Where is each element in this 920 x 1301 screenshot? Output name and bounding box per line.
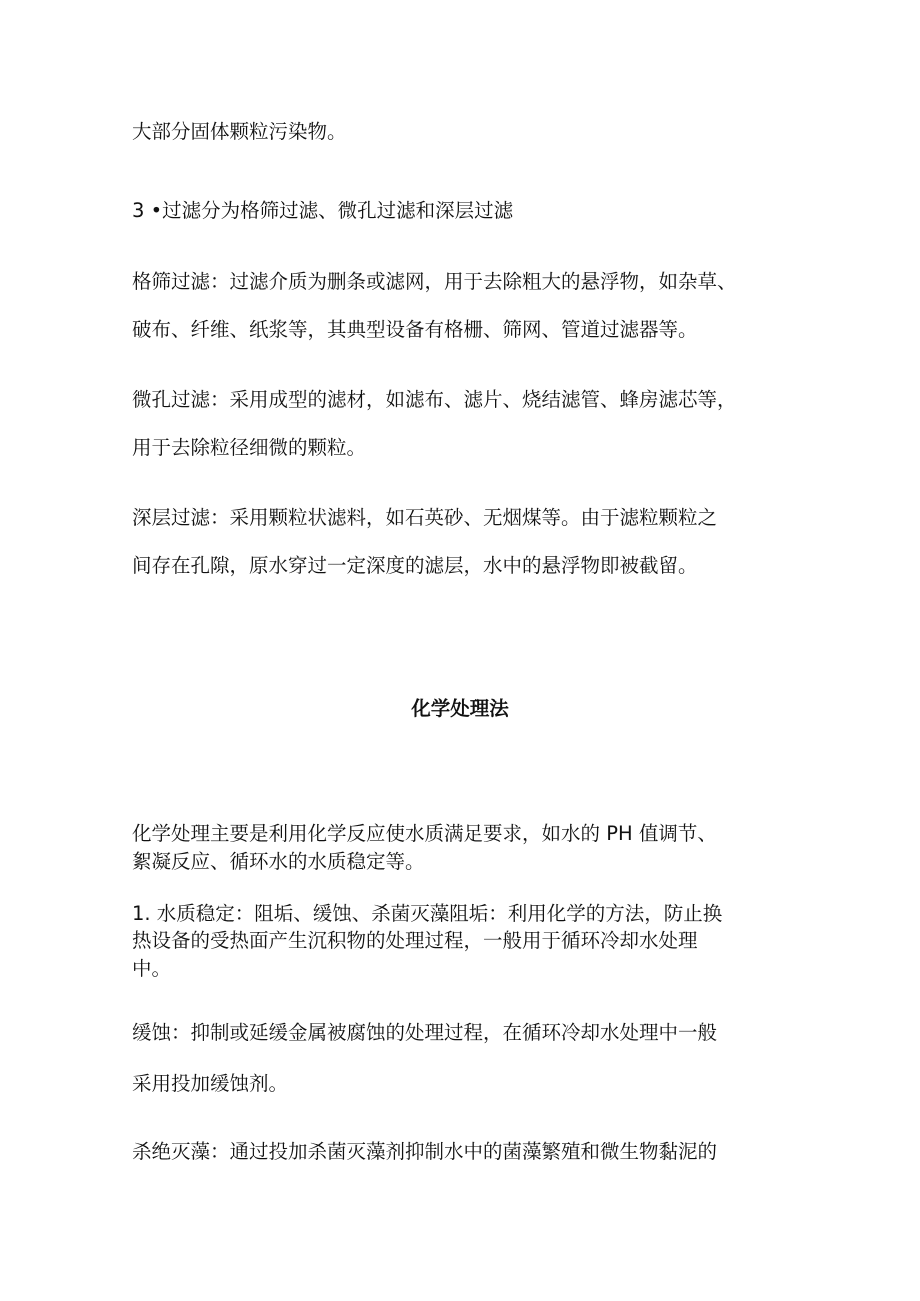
sterilization-line-1: 杀绝灭藻：通过投加杀菌灭藻剂抑制水中的菌藻繁殖和微生物黏泥的 <box>132 1140 718 1163</box>
water-stability-line-3: 中。 <box>132 957 172 980</box>
screen-filtration-line-2: 破布、纤维、纸浆等，其典型设备有格栅、筛网、管道过滤器等。 <box>132 318 698 341</box>
screen-filtration-line-1: 格筛过滤：过滤介质为删条或滤网，用于去除粗大的悬浮物，如杂草、 <box>132 270 737 293</box>
filtration-heading: 3 •过滤分为格筛过滤、微孔过滤和深层过滤 <box>132 199 514 222</box>
water-stability-line-1: 1. 水质稳定：阻垢、缓蚀、杀菌灭藻阻垢：利用化学的方法，防止换 <box>132 902 723 925</box>
deep-bed-filtration-line-2: 间存在孔隙，原水穿过一定深度的滤层，水中的悬浮物即被截留。 <box>132 554 698 577</box>
deep-bed-filtration-line-1: 深层过滤：采用颗粒状滤料，如石英砂、无烟煤等。由于滤粒颗粒之 <box>132 506 718 529</box>
corrosion-inhibition-line-1: 缓蚀：抑制或延缓金属被腐蚀的处理过程，在循环冷却水处理中一般 <box>132 1021 718 1044</box>
microporous-filtration-line-2: 用于去除粒径细微的颗粒。 <box>132 436 367 459</box>
microporous-filtration-line-1: 微孔过滤：采用成型的滤材，如滤布、滤片、烧结滤管、蜂房滤芯等， <box>132 388 737 411</box>
corrosion-inhibition-line-2: 采用投加缓蚀剂。 <box>132 1072 289 1095</box>
water-stability-line-2: 热设备的受热面产生沉积物的处理过程，一般用于循环冷却水处理 <box>132 929 698 952</box>
chemical-intro-line-2: 絮凝反应、循环水的水质稳定等。 <box>132 850 425 873</box>
chemical-intro-line-1: 化学处理主要是利用化学反应使水质满足要求，如水的 PH 值调节、 <box>132 822 717 845</box>
intro-tail-text: 大部分固体颗粒污染物。 <box>132 120 347 143</box>
chemical-section-title: 化学处理法 <box>411 697 509 720</box>
